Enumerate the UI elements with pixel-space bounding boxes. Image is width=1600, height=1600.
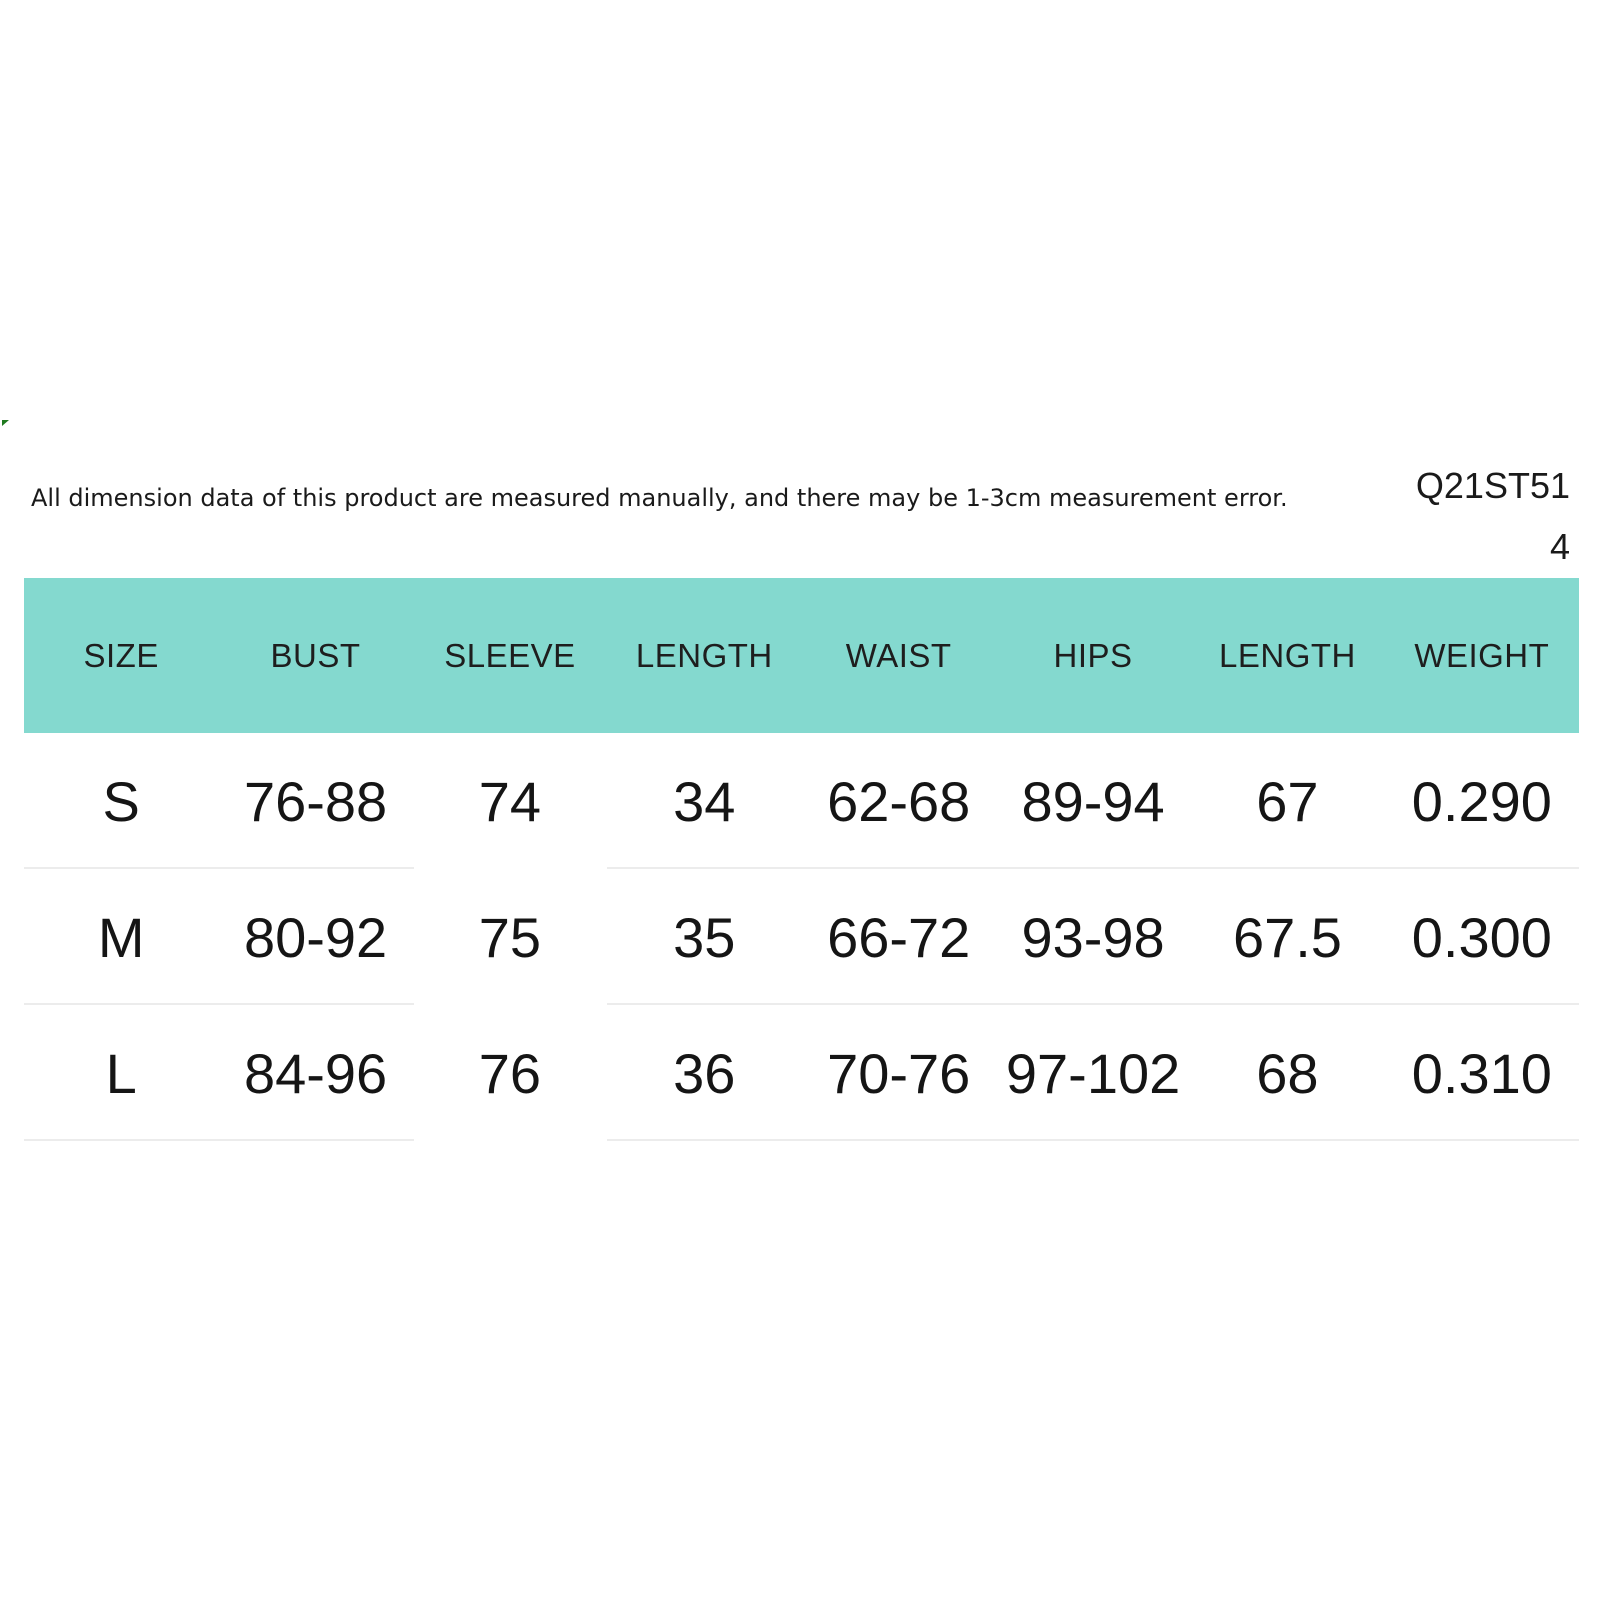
size-chart-table [24, 578, 1579, 1141]
cell-length-bottom: 67.5 [1232, 905, 1342, 969]
cell-waist: 66-72 [827, 905, 971, 969]
cell-length-top: 35 [673, 905, 736, 969]
cell-waist: 70-76 [827, 1041, 971, 1105]
cell-bust: 80-92 [243, 905, 388, 969]
row-divider [607, 1139, 1579, 1141]
cell-waist: 62-68 [827, 769, 971, 833]
header-weight: WEIGHT [1414, 636, 1550, 674]
row-divider [24, 1139, 414, 1141]
cell-size: S [102, 769, 140, 833]
header-length-top: LENGTH [635, 636, 773, 674]
cell-length-top: 36 [673, 1041, 736, 1105]
header-length-bottom: LENGTH [1219, 636, 1356, 674]
cell-weight: 0.290 [1411, 769, 1552, 833]
cell-length-bottom: 68 [1256, 1041, 1319, 1105]
table-header-row [24, 578, 1579, 733]
cell-hips: 89-94 [1021, 769, 1165, 833]
cell-weight: 0.310 [1411, 1041, 1552, 1105]
header-bust: BUST [270, 636, 361, 674]
cell-sleeve: 75 [478, 905, 542, 969]
corner-mark-icon [2, 420, 9, 426]
header-size: SIZE [83, 636, 159, 674]
cell-size: M [97, 905, 145, 969]
header-waist: WAIST [845, 636, 952, 674]
cell-hips: 97-102 [1005, 1041, 1181, 1105]
header-hips: HIPS [1053, 636, 1133, 674]
cell-weight: 0.300 [1411, 905, 1552, 969]
cell-sleeve: 76 [478, 1041, 542, 1105]
cell-bust: 84-96 [243, 1041, 388, 1105]
table-row [24, 1005, 1579, 1141]
table-row [24, 733, 1579, 869]
cell-sleeve: 74 [478, 769, 542, 833]
product-code-line-2: 4 [1549, 526, 1570, 567]
product-code-line-1: Q21ST51 [1415, 465, 1570, 506]
product-code [1370, 455, 1570, 577]
cell-bust: 76-88 [243, 769, 388, 833]
cell-length-top: 34 [673, 769, 736, 833]
table-row [24, 869, 1579, 1005]
header-sleeve: SLEEVE [444, 636, 576, 674]
cell-size: L [105, 1041, 137, 1105]
cell-hips: 93-98 [1021, 905, 1165, 969]
cell-length-bottom: 67 [1256, 769, 1319, 833]
measurement-note: All dimension data of this product are measured manually, and there may be 1-3cm measurement error. [31, 484, 1288, 512]
